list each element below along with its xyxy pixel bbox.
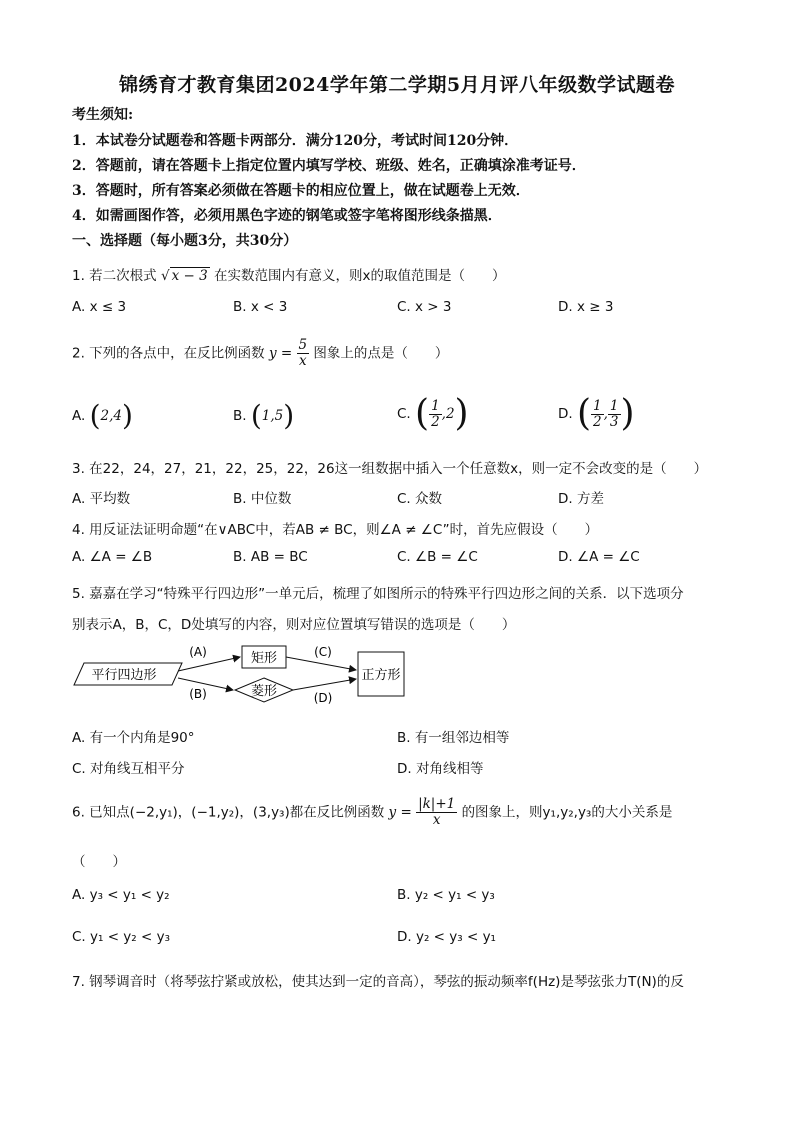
q6-option-a: A. y₃ < y₁ < y₂ <box>72 887 170 903</box>
paren-right: ) <box>454 393 469 434</box>
question-4: 4. 用反证法证明命题“在∨ABC中，若AB ≠ BC，则∠A ≠ ∠C”时，首先应假设（ ） <box>72 522 599 538</box>
frac-num: 1 <box>609 397 619 414</box>
paren-right: ) <box>283 399 295 432</box>
q6-option-b: B. y₂ < y₁ < y₃ <box>397 887 495 903</box>
paren-left: ( <box>415 393 430 434</box>
q3-option-a: A. 平均数 <box>72 491 131 507</box>
frac-den: 3 <box>609 413 619 430</box>
q2-option-c-rest: ,2 <box>441 406 455 422</box>
label-d: (D) <box>313 691 333 705</box>
paren-left: ( <box>89 399 101 432</box>
question-3: 3. 在22，24，27，21，22，25，22，26这一组数据中插入一个任意数x，则一定不会改变的是（ ） <box>72 461 708 477</box>
q6-text-post: 的图象上，则y₁,y₂,y₃的大小关系是 <box>461 804 673 821</box>
q1-text-pre: 1. 若二次根式 <box>72 268 157 284</box>
q2-text-pre: 2. 下列的各点中，在反比例函数 <box>72 345 265 362</box>
q4-option-c: C. ∠B = ∠C <box>397 549 478 565</box>
q2-option-b <box>233 399 295 432</box>
q6-frac-den: x <box>432 812 441 828</box>
q3-option-b: B. 中位数 <box>233 491 292 507</box>
paren-left: ( <box>576 393 592 434</box>
q2-option-c <box>397 393 469 434</box>
rectangle-label: 矩形 <box>250 651 278 666</box>
q2-option-a-value: 2,4 <box>100 408 123 424</box>
exam-title: 锦绣育才教育集团2024学年第二学期5月月评八年级数学试题卷 <box>118 74 676 96</box>
frac-den: 2 <box>431 413 440 430</box>
q2-option-c-fraction <box>429 399 442 430</box>
q2-option-b-value: 1,5 <box>261 408 284 424</box>
q1-option-d: D. x ≥ 3 <box>558 299 614 315</box>
rhombus-label: 菱形 <box>250 684 278 699</box>
arrow-a <box>178 657 240 671</box>
label-a: (A) <box>189 645 207 659</box>
q2-text-post: 图象上的点是（ ） <box>313 345 449 362</box>
q4-option-a: A. ∠A = ∠B <box>72 549 153 565</box>
q6-option-c: C. y₁ < y₂ < y₃ <box>72 929 171 945</box>
q1-option-b: B. x < 3 <box>233 299 288 315</box>
q5-option-c: C. 对角线互相平分 <box>72 761 185 777</box>
question-1 <box>72 264 505 284</box>
question-5-line-1: 5. 嘉嘉在学习“特殊平行四边形”一单元后，梳理了如图所示的特殊平行四边形之间的关系．以下选项分 <box>72 586 684 602</box>
parallelogram-label: 平行四边形 <box>91 668 157 683</box>
q2-frac-den: x <box>298 353 307 369</box>
q6-option-d: D. y₂ < y₃ < y₁ <box>397 929 496 945</box>
q2-option-d-fraction-2 <box>608 399 621 430</box>
q6-answer-paren: （ ） <box>72 854 126 870</box>
notice-item: 3．答题时，所有答案必须做在答题卡的相应位置上，做在试题卷上无效． <box>72 183 530 199</box>
label-b: (B) <box>189 687 207 701</box>
q5-option-b: B. 有一组邻边相等 <box>397 730 510 746</box>
frac-num: 1 <box>593 397 602 414</box>
q3-option-d: D. 方差 <box>558 491 604 507</box>
question-6 <box>72 797 672 828</box>
square-label: 正方形 <box>361 668 401 683</box>
q1-option-c: C. x > 3 <box>397 299 452 315</box>
q6-frac-num: |k|+1 <box>418 796 456 812</box>
arrow-d <box>293 679 356 690</box>
q6-fraction <box>416 797 457 828</box>
q6-text-pre: 6. 已知点(−2,y₁)，(−1,y₂)，(3,y₃)都在反比例函数 <box>72 804 385 821</box>
question-7: 7. 钢琴调音时（将琴弦拧紧或放松，使其达到一定的音高），琴弦的振动频率f(Hz)是琴弦张力T(N)的反 <box>72 974 684 990</box>
q2-fraction <box>297 338 310 369</box>
comma: , <box>603 406 608 422</box>
q1-text-post: 在实数范围内有意义，则x的取值范围是（ ） <box>213 268 506 284</box>
question-5-line-2: 别表示A，B，C，D处填写的内容，则对应位置填写错误的选项是（ ） <box>72 617 516 633</box>
sqrt-expression: √ x − 3 <box>160 268 208 284</box>
q4-option-d: D. ∠A = ∠C <box>558 549 640 565</box>
q2-option-a <box>72 399 133 432</box>
q6-func-lhs: y = <box>388 804 412 821</box>
q4-option-b: B. AB = BC <box>233 549 308 565</box>
option-label: C. <box>397 406 411 422</box>
q1-option-a: A. x ≤ 3 <box>72 299 127 315</box>
q2-func-lhs: y = <box>268 345 293 362</box>
section-heading: 一、选择题（每小题3分，共30分） <box>72 233 298 249</box>
paren-left: ( <box>250 399 262 432</box>
q2-frac-num: 5 <box>298 337 308 353</box>
q5-option-d: D. 对角线相等 <box>397 761 484 777</box>
paren-right: ) <box>122 399 133 432</box>
notice-heading: 考生须知: <box>72 107 134 123</box>
q2-option-d <box>558 393 635 434</box>
parallelogram-relationship-diagram <box>66 640 416 712</box>
question-2 <box>72 338 448 369</box>
frac-num: 1 <box>431 397 440 414</box>
option-label: B. <box>233 408 247 424</box>
paren-right: ) <box>620 393 635 434</box>
notice-item: 2．答题前，请在答题卡上指定位置内填写学校、班级、姓名，正确填涂准考证号． <box>72 158 586 174</box>
option-label: D. <box>558 406 573 422</box>
q2-option-d-fraction-1 <box>591 399 604 430</box>
sqrt-radicand: x − 3 <box>171 268 208 284</box>
q5-option-a: A. 有一个内角是90° <box>72 730 195 746</box>
frac-den: 2 <box>593 413 602 430</box>
option-label: A. <box>72 408 86 424</box>
notice-item: 4．如需画图作答，必须用黑色字迹的钢笔或签字笔将图形线条描黑． <box>72 208 502 224</box>
notice-item: 1．本试卷分试题卷和答题卡两部分．满分120分，考试时间120分钟． <box>72 133 519 149</box>
q3-option-c: C. 众数 <box>397 491 443 507</box>
label-c: (C) <box>314 645 332 659</box>
